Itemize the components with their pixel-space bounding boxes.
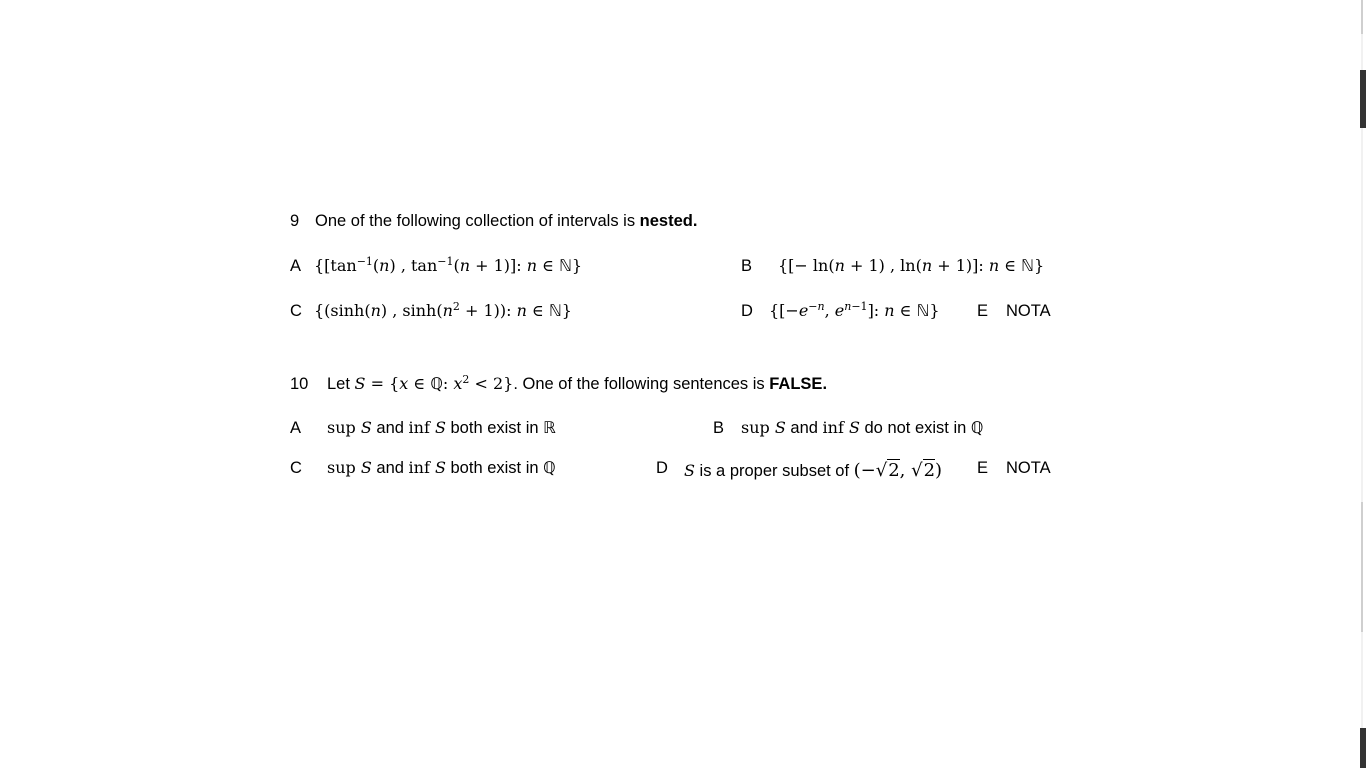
q10-option-b: sup S and inf S do not exist in ℚ: [741, 418, 984, 437]
q10-stem: [327, 374, 827, 394]
q10-option-b-letter: B: [713, 419, 725, 437]
q10-option-e-letter: E: [977, 459, 989, 477]
q9-option-b-math: {[− ln(n + 1) , ln(n + 1)]: n ∈ ℕ}: [778, 256, 1045, 275]
q9-option-e-letter: E: [977, 302, 989, 320]
q9-option-a-letter: A: [290, 257, 302, 275]
q10-option-c-letter: C: [290, 459, 302, 477]
q9-stem: [315, 211, 697, 231]
q10-option-e-text: NOTA: [1006, 459, 1051, 477]
scrollbar-thumb[interactable]: [1360, 70, 1366, 128]
q9-option-c-letter: C: [290, 302, 302, 320]
q9-number: 9: [290, 212, 300, 230]
q9-option-a-math: {[$\tan^{-1}(n)$ , $\tan^{-1}(n + 1)$]: n ∈ ℕ}: [314, 255, 583, 275]
q9-stem-bold: nested.: [639, 212, 698, 230]
q10-option-a-letter: A: [290, 419, 302, 437]
q10-set-definition: S = {x ∈ ℚ: $x^2 < 2$}: [354, 373, 514, 393]
q10-stem-mid: . One of the following sentences is: [513, 375, 770, 393]
q10-stem-let: Let: [327, 375, 355, 393]
q10-stem-bold: FALSE.: [769, 375, 828, 393]
q9-option-c-math: {(sinh(n) , $\sinh(n^2 + 1)$): n ∈ ℕ}: [314, 300, 572, 320]
q10-option-a: sup S and inf S both exist in ℝ: [327, 418, 556, 437]
q10-option-d: S is a proper subset of (−√2, √2): [684, 460, 943, 481]
scrollbar-segment-top: [1361, 0, 1363, 34]
q9-option-d-letter: D: [741, 302, 753, 320]
q9-option-b-letter: B: [741, 257, 753, 275]
q10-option-c: sup S and inf S both exist in ℚ: [327, 458, 556, 477]
scrollbar-segment-middle: [1361, 502, 1363, 632]
q9-option-d-math: {[$-e^{-n}$, $e^{n-1}$]: n ∈ ℕ}: [769, 300, 940, 320]
q10-number: 10: [290, 375, 309, 393]
q10-option-d-letter: D: [656, 459, 668, 477]
q9-option-e-text: NOTA: [1006, 302, 1051, 320]
q9-stem-text: One of the following collection of intervals is: [315, 212, 640, 230]
scrollbar-marker-bottom: [1360, 728, 1366, 768]
